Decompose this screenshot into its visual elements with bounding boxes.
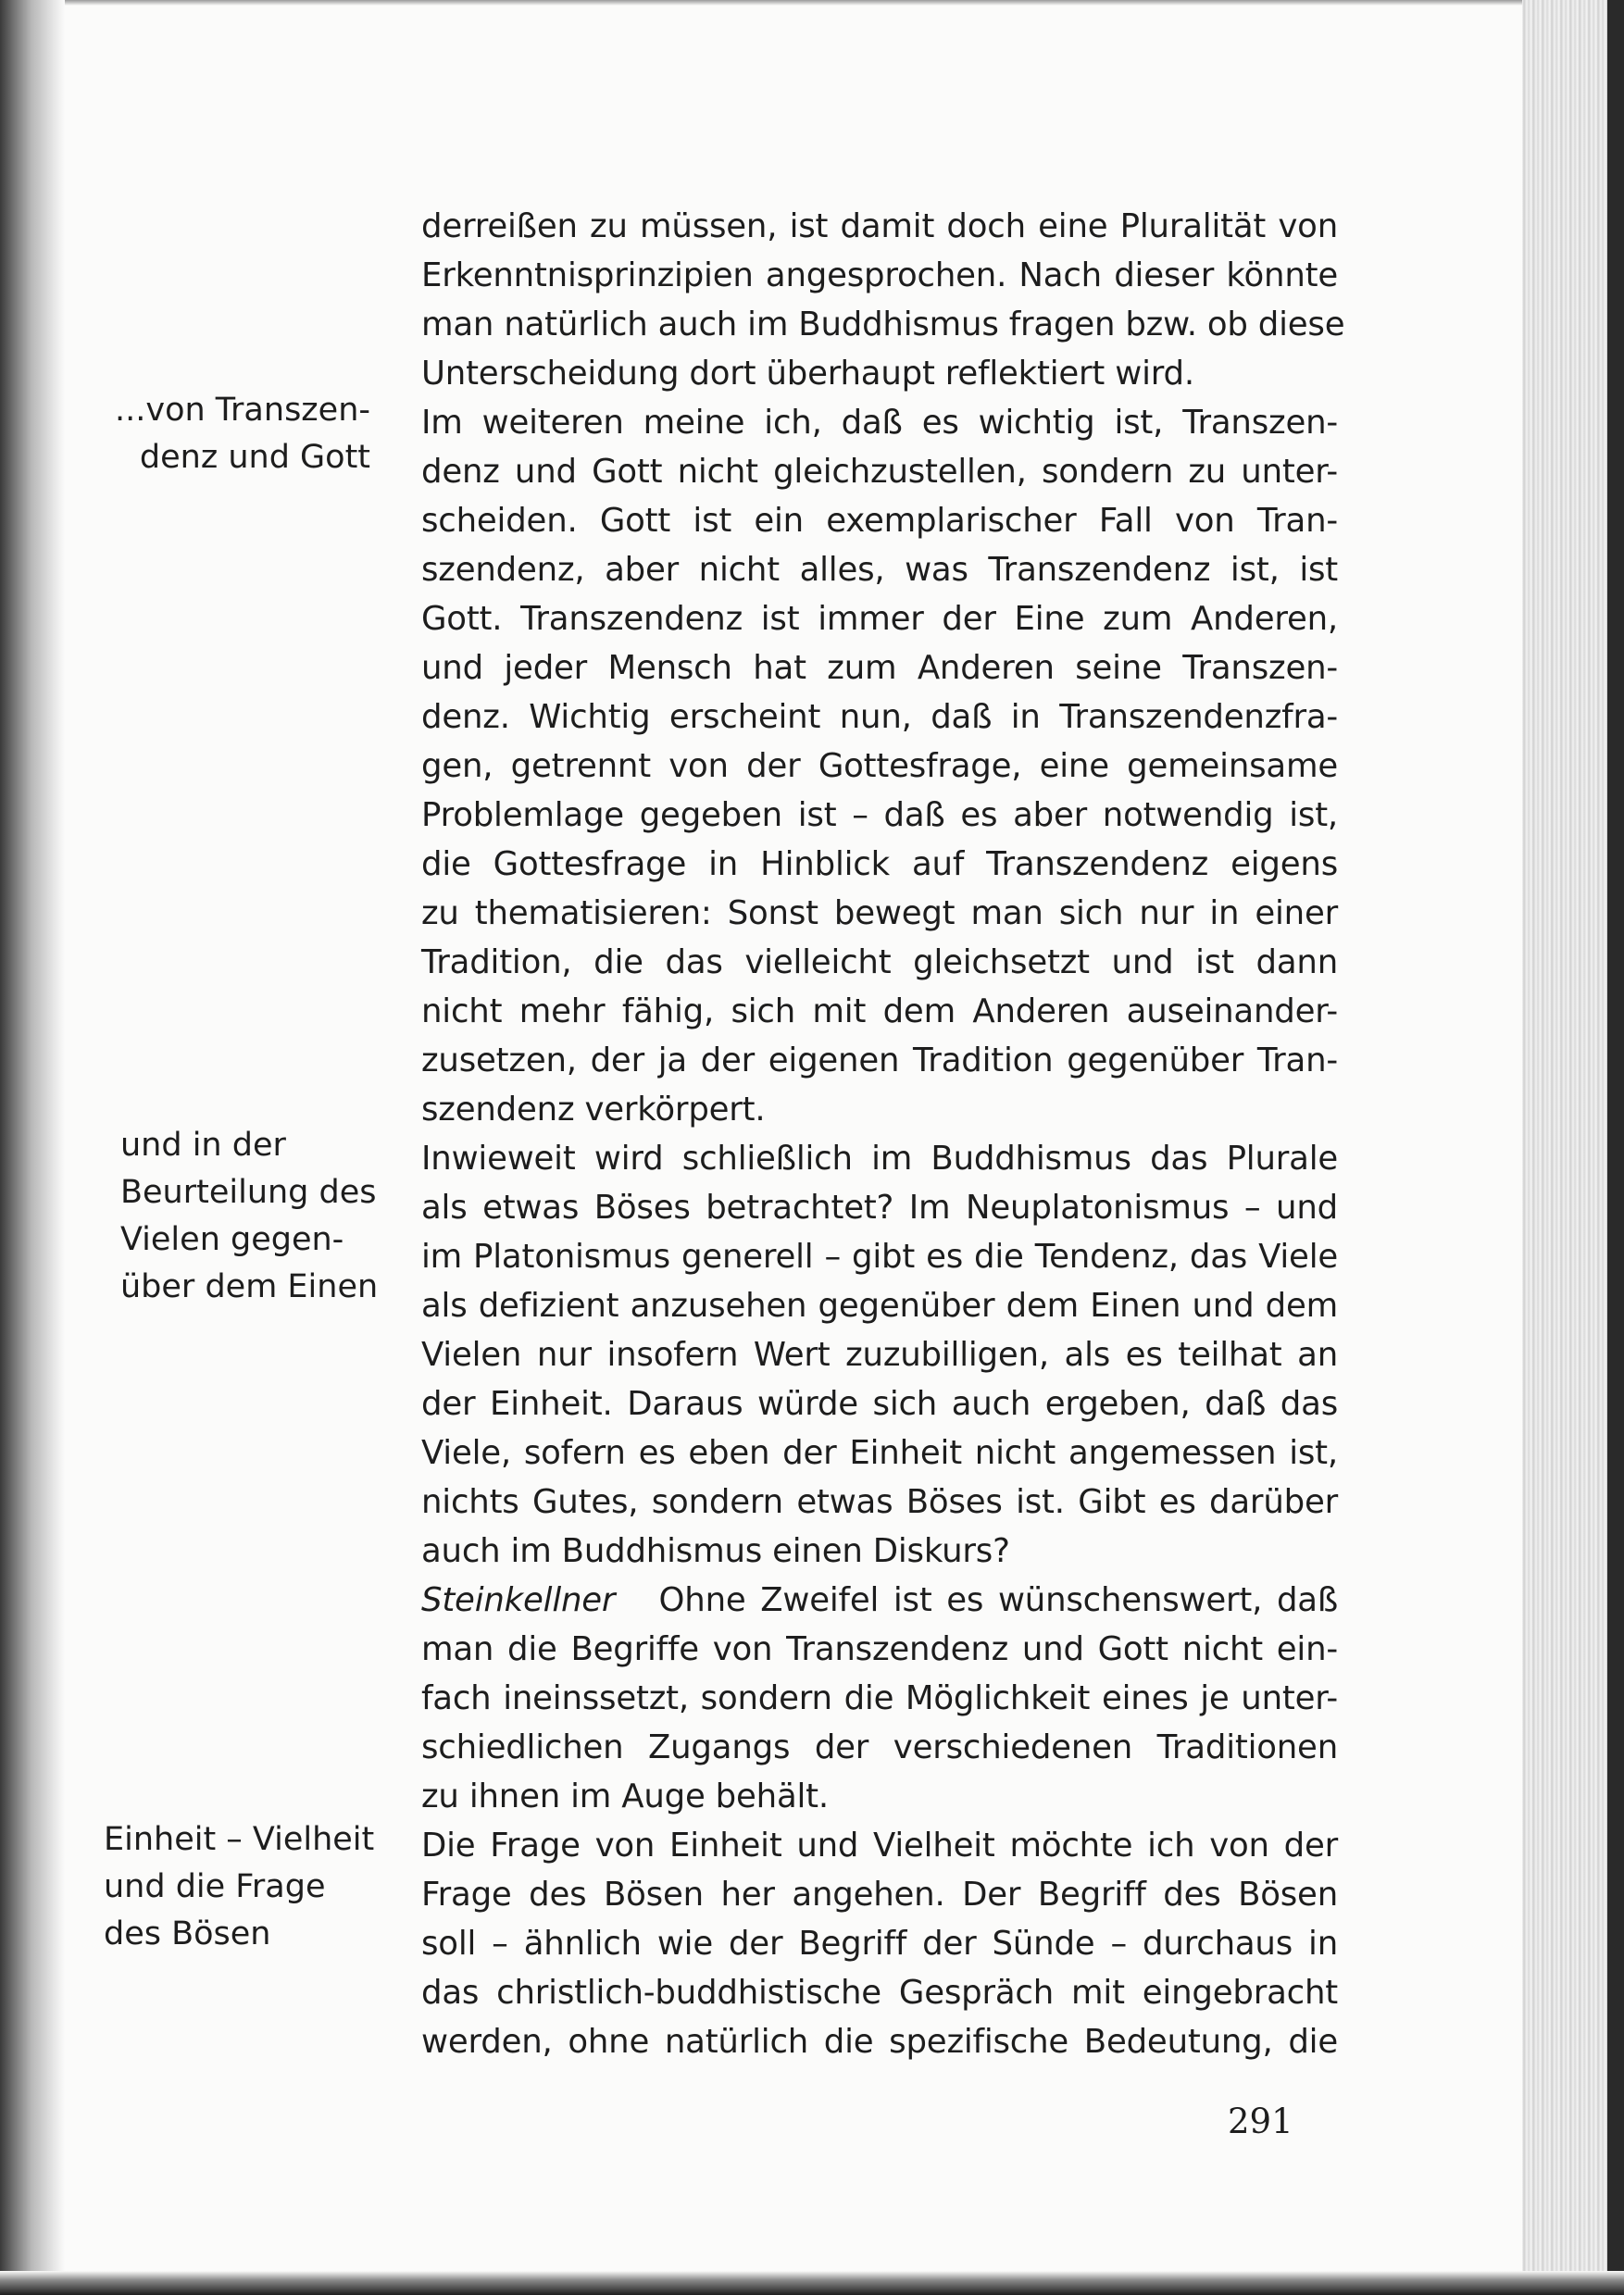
text-line: Viele, sofern es eben der Einheit nicht angemessen ist,: [421, 1434, 1338, 1472]
text-line: Tradition, die das vielleicht gleichsetzt und ist dann: [421, 943, 1338, 981]
text-line: Unterscheidung dort überhaupt reflektiert wird.: [421, 355, 1194, 393]
scan-edge-bottom: [0, 2271, 1624, 2295]
margin-note-line: denz und Gott: [139, 439, 371, 476]
body-text: [421, 202, 1345, 2066]
text-line: Vielen nur insofern Wert zuzubilligen, als es teilhat an: [421, 1336, 1338, 1374]
margin-note-line: des Bösen: [104, 1915, 271, 1952]
page-number: 291: [1228, 2102, 1293, 2141]
text-line: denz. Wichtig erscheint nun, daß in Transzendenzfra-: [421, 698, 1338, 736]
text-line: schiedlichen Zugangs der verschiedenen Traditionen: [421, 1728, 1338, 1766]
text-line: zusetzen, der ja der eigenen Tradition gegenüber Tran-: [421, 1041, 1338, 1079]
text-line: man natürlich auch im Buddhismus fragen bzw. ob diese: [421, 306, 1345, 343]
text-line: nicht mehr fähig, sich mit dem Anderen auseinander-: [421, 992, 1338, 1030]
margin-note-line: und die Frage: [104, 1868, 326, 1905]
text-line: werden, ohne natürlich die spezifische Bedeutung, die: [421, 2023, 1338, 2061]
text-line: als etwas Böses betrachtet? Im Neuplatonismus – und: [421, 1189, 1338, 1227]
page-stack-edge: [1522, 0, 1624, 2295]
text-line: fach ineinssetzt, sondern die Möglichkeit eines je unter-: [421, 1679, 1338, 1717]
text-line: szendenz, aber nicht alles, was Transzendenz ist, ist: [421, 551, 1338, 589]
text-line: auch im Buddhismus einen Diskurs?: [421, 1532, 1010, 1570]
text-line: im Platonismus generell – gibt es die Tendenz, das Viele: [421, 1238, 1338, 1276]
text-line: Im weiteren meine ich, daß es wichtig ist, Transzen-: [421, 404, 1338, 442]
text-line: das christlich-buddhistische Gespräch mit eingebracht: [421, 1974, 1338, 2012]
margin-note-line: ...von Transzen-: [115, 392, 371, 429]
text-line: zu ihnen im Auge behält.: [421, 1777, 829, 1815]
text-line: Erkenntnisprinzipien angesprochen. Nach dieser könnte: [421, 256, 1338, 294]
margin-note-transzendenz: [115, 387, 370, 481]
text-line: der Einheit. Daraus würde sich auch ergeben, daß das: [421, 1385, 1338, 1423]
text-line: Gott. Transzendenz ist immer der Eine zum Anderen,: [421, 600, 1338, 638]
margin-note-line: Beurteilung des: [120, 1174, 377, 1211]
text-line: und jeder Mensch hat zum Anderen seine Transzen-: [421, 649, 1338, 687]
text-line: als defizient anzusehen gegenüber dem Einen und dem: [421, 1287, 1338, 1325]
text-line-with-speaker: [421, 1576, 1338, 1625]
scan-edge-top: [0, 0, 1624, 6]
text-line: derreißen zu müssen, ist damit doch eine Pluralität von: [421, 207, 1338, 245]
margin-note-line: über dem Einen: [120, 1268, 379, 1305]
margin-note-line: und in der: [120, 1127, 286, 1164]
margin-note-einheit: [104, 1816, 374, 1958]
text-line: soll – ähnlich wie der Begriff der Sünde – durchaus in: [421, 1925, 1338, 1963]
text-line: zu thematisieren: Sonst bewegt man sich nur in einer: [421, 894, 1338, 932]
scan-edge-left: [0, 0, 65, 2295]
text-line: Frage des Bösen her angehen. Der Begriff des Bösen: [421, 1876, 1338, 1914]
margin-note-vielen: [120, 1122, 378, 1311]
text-line: Ohne Zweifel ist es wünschenswert, daß: [658, 1581, 1338, 1619]
text-line: szendenz verkörpert.: [421, 1091, 766, 1129]
text-line: Die Frage von Einheit und Vielheit möchte ich von der: [421, 1827, 1338, 1865]
margin-note-line: Einheit – Vielheit: [104, 1821, 375, 1858]
text-line: nichts Gutes, sondern etwas Böses ist. Gibt es darüber: [421, 1483, 1338, 1521]
text-line: Inwieweit wird schließlich im Buddhismus das Plurale: [421, 1140, 1338, 1178]
text-line: gen, getrennt von der Gottesfrage, eine gemeinsame: [421, 747, 1338, 785]
text-line: Problemlage gegeben ist – daß es aber notwendig ist,: [421, 796, 1338, 834]
text-line: man die Begriffe von Transzendenz und Gott nicht ein-: [421, 1630, 1338, 1668]
text-line: scheiden. Gott ist ein exemplarischer Fall von Tran-: [421, 502, 1338, 540]
speaker-name: Steinkellner: [421, 1581, 616, 1619]
text-line: die Gottesfrage in Hinblick auf Transzendenz eigens: [421, 845, 1338, 883]
text-line: denz und Gott nicht gleichzustellen, sondern zu unter-: [421, 453, 1338, 491]
margin-note-line: Vielen gegen-: [120, 1221, 344, 1258]
